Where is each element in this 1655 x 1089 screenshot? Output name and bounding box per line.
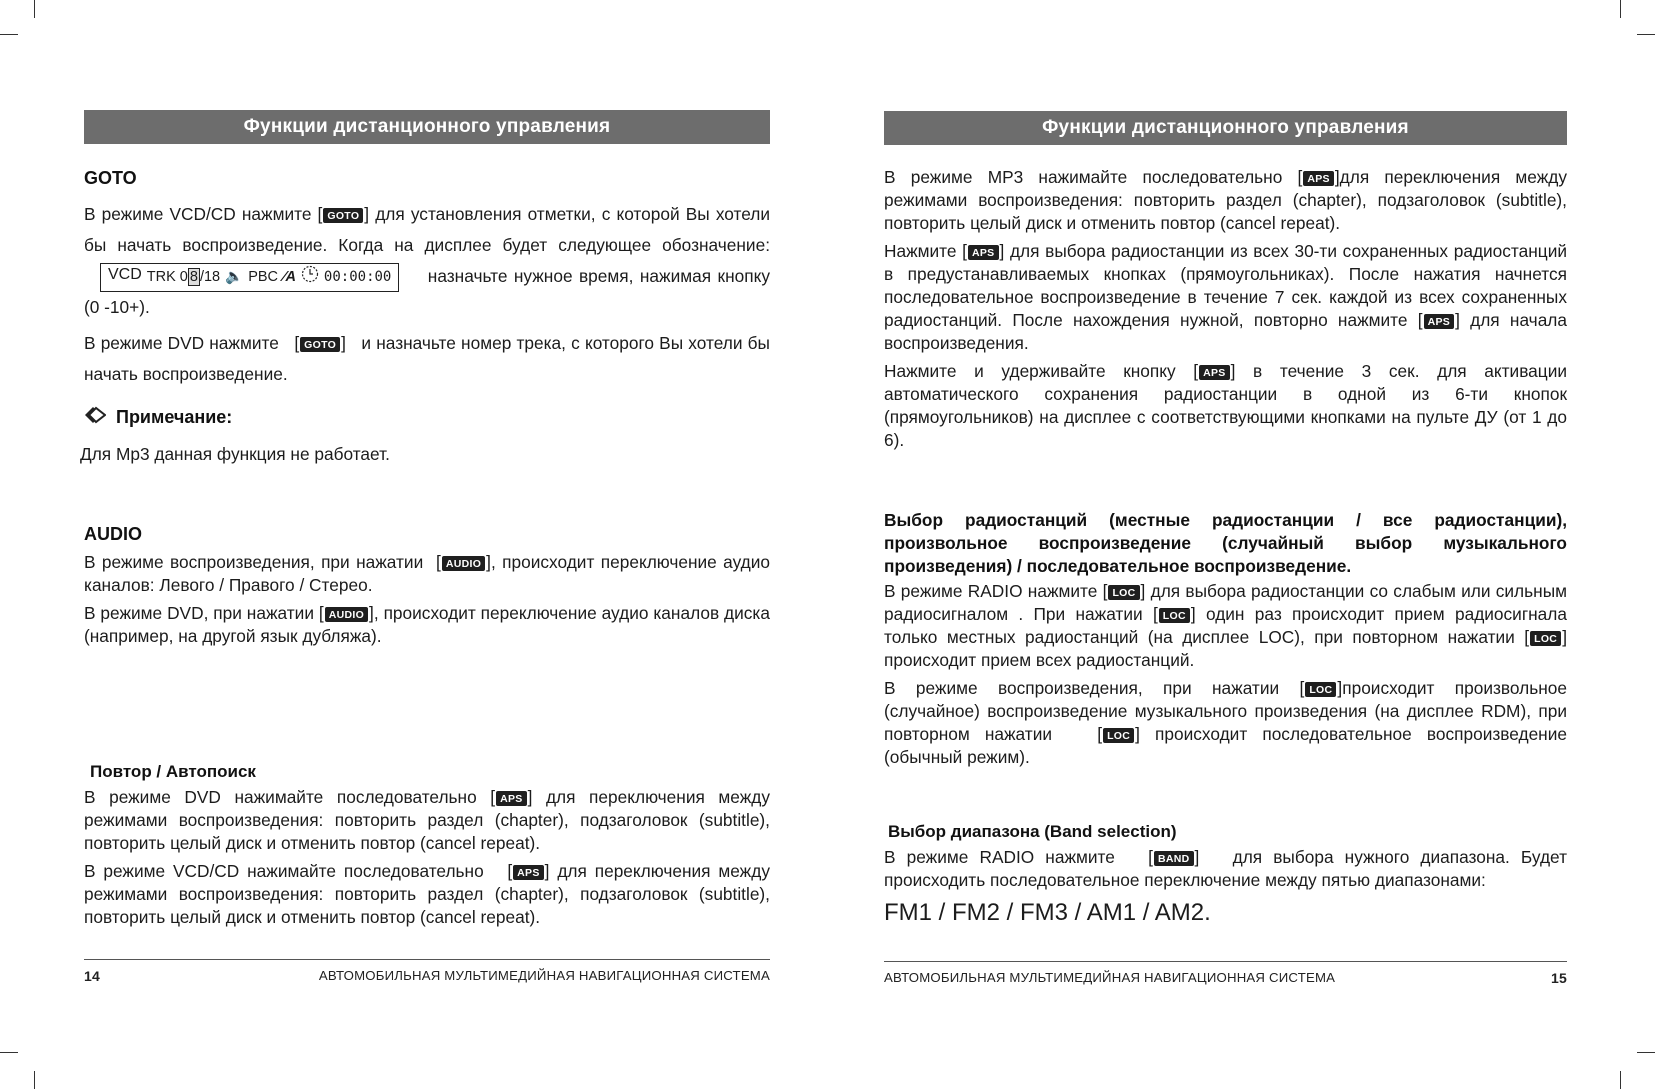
aps-paragraph-3: Нажмите и удерживайте кнопку [ APS ] в течение 3 сек. для активации автоматического сохранения радиостанции в одной из 6-ти кнопок (прямоугольников) на дисплее с соответствующими кнопками на пульте ДУ (от 1 до 6).	[884, 361, 1568, 450]
text: Нажмите	[884, 241, 957, 261]
repeat-paragraph-2: В режиме VCD/CD нажимайте последовательно [ APS ] для переключения между режимами воспроизведения: повторить раздел (chapter), подзаголовок (subtitle), повторить целый диск и отменить повтор (cancel repeat).	[84, 861, 770, 927]
band-key: BAND	[1154, 851, 1194, 866]
display-trk: TRK 0 8 /18	[146, 269, 221, 286]
page-number: 14	[84, 968, 100, 984]
goto-title: GOTO	[84, 168, 137, 188]
loc-key: LOC	[1108, 585, 1139, 600]
text: для установления отметки, с которой Вы хотели бы начать воспроизведение. Когда на дисплее будет следующее обозначение:	[84, 204, 770, 255]
footer-title: АВТОМОБИЛЬНАЯ МУЛЬТИМЕДИЙНАЯ НАВИГАЦИОННАЯ СИСТЕМА	[318, 968, 770, 983]
text: происходит прием всех радиостанций.	[884, 650, 1195, 670]
text: для переключения между режимами воспроизведения: повторить раздел (chapter), подзаголовок (subtitle), повторить целый диск и отменить повтор (cancel repeat).	[884, 167, 1567, 233]
footer-title: АВТОМОБИЛЬНАЯ МУЛЬТИМЕДИЙНАЯ НАВИГАЦИОННАЯ СИСТЕМА	[884, 970, 1336, 985]
text: В режиме MP3 нажимайте последовательно	[884, 167, 1283, 187]
text: для выбора радиостанции из всех 30-ти сохраненных радиостанций в предустанавливаемых кнопках (прямоугольниках). После нажатия начнется последовательное воспроизведение в течение 7 сек. каждой из всех сохраненных радиостанций. После нахождения нужной, повторно нажмите	[884, 241, 1568, 330]
display-vcd: VCD	[108, 266, 142, 284]
text: В режиме воспроизведения, при нажатии	[84, 552, 424, 572]
text: назначьте нужное время, нажимая кнопку (0 -10+).	[84, 266, 770, 317]
audio-section	[84, 524, 770, 653]
text: для начала воспроизведения.	[884, 310, 1567, 353]
text: для выбора радиостанции со слабым или сильным радиосигналом . При нажатии	[884, 581, 1567, 624]
crop-mark	[0, 34, 18, 35]
loc-key: LOC	[1159, 608, 1190, 623]
text: , происходит переключение аудио каналов диска (например, на другой язык дубляжа).	[84, 603, 770, 646]
loc-key: LOC	[1103, 728, 1134, 743]
text: В режиме DVD, при нажатии	[84, 603, 314, 623]
aps-section	[884, 166, 1567, 457]
display-a: ⁄A	[283, 269, 296, 286]
crop-mark	[34, 1071, 35, 1089]
speaker-icon: 🔈	[225, 269, 244, 286]
audio-key: AUDIO	[325, 607, 368, 622]
crop-mark	[1637, 1052, 1655, 1053]
band-section	[884, 822, 1567, 929]
goto-paragraph-2: В режиме DVD нажмите [ GOTO ] и назначьте номер трека, с которого Вы хотели бы начать воспроизведение.	[84, 333, 770, 384]
text: , происходит переключение аудио каналов: Левого / Правого / Стерео.	[84, 552, 771, 595]
page-footer	[84, 968, 770, 984]
text: для переключения между режимами воспроизведения: повторить раздел (chapter), подзаголовок (subtitle), повторить целый диск и отменить повтор (cancel repeat).	[84, 861, 770, 927]
footer-rule	[84, 959, 770, 960]
aps-key: APS	[968, 245, 999, 260]
aps-key: APS	[496, 791, 527, 806]
display-time: 00:00:00	[323, 269, 392, 286]
diamond-icon	[84, 406, 106, 429]
band-paragraph: В режиме RADIO нажмите [ BAND ] для выбора нужного диапазона. Будет происходить последовательное переключение между пятью диапазонами:	[884, 847, 1567, 890]
text: Нажмите и удерживайте кнопку	[884, 361, 1176, 381]
display-digit: 8	[189, 269, 198, 286]
text: В режиме VCD/CD нажмите	[84, 204, 312, 224]
page-footer	[884, 970, 1567, 985]
text: и назначьте номер трека, с которого Вы хотели бы начать воспроизведение.	[84, 333, 770, 384]
text: В режиме DVD нажмите	[84, 333, 279, 353]
goto-paragraph-1: В режиме VCD/CD нажмите [ GOTO ] для установления отметки, с которой Вы хотели бы начать воспроизведение. Когда на дисплее будет следующее обозначение: VCD TRK 0 8 /18 🔈 PBC ⁄A 00:00:00 назначьте нужное время, нажимая кнопку (0 -10+).	[84, 204, 770, 317]
loc-paragraph-2: В режиме воспроизведения, при нажатии [ LOC ]происходит произвольное (случайное) воспроизведение музыкального произведения (на дисплее RDM), при повторном нажатии [ LOC ] происходит последовательное воспроизведение (обычный режим).	[884, 678, 1568, 767]
text: В режиме RADIO нажмите	[884, 847, 1115, 867]
text: В режиме VCD/CD нажимайте последовательно	[84, 861, 484, 881]
text: В режиме воспроизведения, при нажатии	[884, 678, 1280, 698]
aps-paragraph-1: В режиме MP3 нажимайте последовательно [ APS ]для переключения между режимами воспроизведения: повторить раздел (chapter), подзаголовок (subtitle), повторить целый диск и отменить повтор (cancel repeat).	[884, 167, 1567, 233]
aps-paragraph-2: Нажмите [ APS ] для выбора радиостанции из всех 30-ти сохраненных радиостанций в предустанавливаемых кнопках (прямоугольниках). После нажатия начнется последовательное воспроизведение в течение 7 сек. каждой из всех сохраненных радиостанций. После нахождения нужной, повторно нажмите [ APS ] для начала воспроизведения.	[884, 241, 1568, 353]
note-title: Примечание:	[116, 407, 233, 427]
text: В режиме DVD нажимайте последовательно	[84, 787, 477, 807]
goto-key: GOTO	[300, 337, 340, 352]
aps-key: APS	[1199, 365, 1230, 380]
loc-key: LOC	[1305, 682, 1336, 697]
text: происходит последовательное воспроизведение (обычный режим).	[884, 724, 1567, 767]
repeat-section	[84, 762, 770, 934]
text: происходит произвольное (случайное) воспроизведение музыкального произведения (на дисплее RDM), при повторном нажатии	[884, 678, 1568, 744]
clock-icon	[301, 265, 319, 290]
crop-mark	[1637, 34, 1655, 35]
goto-section	[80, 168, 770, 471]
display-readout	[100, 263, 399, 292]
repeat-title: Повтор / Автопоиск	[90, 762, 256, 781]
crop-mark	[34, 0, 35, 18]
crop-mark	[0, 1052, 18, 1053]
band-title: Выбор диапазона (Band selection)	[888, 822, 1177, 841]
text: в течение 3 сек. для активации автоматического сохранения радиостанции в одной из 6-ти кнопок (прямоугольников) на дисплее с соответствующими кнопками на пульте ДУ (от 1 до 6).	[884, 361, 1568, 450]
loc-title: Выбор радиостанций (местные радиостанции / все радиостанции), произвольное воспроизведение (случайный выбор музыкального произведения) / последовательное воспроизведение.	[884, 510, 1567, 576]
band-list: FM1 / FM2 / FM3 / AM1 / AM2.	[884, 899, 1211, 926]
loc-key: LOC	[1530, 631, 1561, 646]
display-pbc: PBC	[248, 269, 279, 286]
text: для переключения между режимами воспроизведения: повторить раздел (chapter), подзаголовок (subtitle), повторить целый диск и отменить повтор (cancel repeat).	[84, 787, 770, 853]
audio-title: AUDIO	[84, 524, 142, 544]
audio-key: AUDIO	[442, 556, 485, 571]
aps-key: APS	[513, 865, 544, 880]
audio-paragraph-1: В режиме воспроизведения, при нажатии [ AUDIO ], происходит переключение аудио каналов: Левого / Правого / Стерео.	[84, 552, 771, 595]
repeat-paragraph-1: В режиме DVD нажимайте последовательно [ APS ] для переключения между режимами воспроизведения: повторить раздел (chapter), подзаголовок (subtitle), повторить целый диск и отменить повтор (cancel repeat).	[84, 787, 770, 853]
aps-key: APS	[1424, 314, 1455, 329]
page-header: Функции дистанционного управления	[84, 110, 770, 144]
note-text: Для Mp3 данная функция не работает.	[80, 444, 390, 464]
text: для выбора нужного диапазона. Будет происходить последовательное переключение между пятью диапазонами:	[884, 847, 1567, 890]
footer-rule	[884, 961, 1567, 962]
note-heading	[84, 406, 770, 429]
goto-key: GOTO	[323, 208, 363, 223]
text: один раз происходит прием радиосигнала только местных радиостанций (на дисплее LOC), при повторном нажатии	[884, 604, 1567, 647]
text: В режиме RADIO нажмите	[884, 581, 1098, 601]
loc-section	[884, 509, 1567, 774]
page-header: Функции дистанционного управления	[884, 111, 1567, 145]
crop-mark	[1620, 1071, 1621, 1089]
audio-paragraph-2: В режиме DVD, при нажатии [ AUDIO ], происходит переключение аудио каналов диска (например, на другой язык дубляжа).	[84, 603, 770, 646]
aps-key: APS	[1303, 171, 1334, 186]
crop-mark	[1620, 0, 1621, 18]
page-number: 15	[1551, 970, 1567, 986]
loc-paragraph-1: В режиме RADIO нажмите [ LOC ] для выбора радиостанции со слабым или сильным радиосигналом . При нажатии [ LOC ] один раз происходит прием радиосигнала только местных радиостанций (на дисплее LOC), при повторном нажатии [ LOC ] происходит прием всех радиостанций.	[884, 581, 1567, 670]
